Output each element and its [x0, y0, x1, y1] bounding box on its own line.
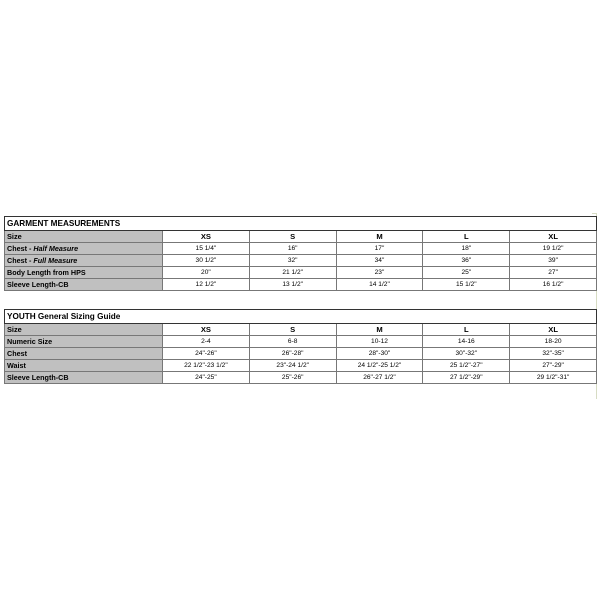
row-label-emphasis: Full Measure	[33, 256, 78, 265]
garment-row-body-length	[5, 267, 597, 279]
youth-row-waist	[5, 360, 597, 372]
table-cell: 20"	[163, 267, 250, 279]
row-label	[5, 255, 163, 267]
row-label: Sleeve Length-CB	[5, 372, 163, 384]
row-label	[5, 279, 163, 291]
garment-row-chest-half	[5, 243, 597, 255]
table-cell: 27"	[510, 267, 597, 279]
table-cell: 23"	[336, 267, 423, 279]
table-cell: 16"	[249, 243, 336, 255]
table-cell: 26"-28"	[249, 348, 336, 360]
table-cell: 15 1/4"	[163, 243, 250, 255]
table-cell: 10-12	[336, 336, 423, 348]
youth-size-m: M	[336, 324, 423, 336]
garment-row-chest-full	[5, 255, 597, 267]
youth-row-numeric-size	[5, 336, 597, 348]
table-cell: 14 1/2"	[336, 279, 423, 291]
table-cell: 30 1/2"	[163, 255, 250, 267]
table-cell: 18"	[423, 243, 510, 255]
table-cell: 21 1/2"	[249, 267, 336, 279]
youth-sizing-table	[4, 309, 597, 384]
youth-row-sleeve-length	[5, 372, 597, 384]
youth-size-label: Size	[5, 324, 163, 336]
garment-size-xs: XS	[163, 231, 250, 243]
youth-row-chest	[5, 348, 597, 360]
garment-row-sleeve-length	[5, 279, 597, 291]
table-cell: 24"-26"	[163, 348, 250, 360]
row-label-prefix: Chest -	[7, 244, 34, 253]
row-label-prefix: Sleeve Length-CB	[7, 280, 69, 289]
garment-size-xl: XL	[510, 231, 597, 243]
table-cell: 12 1/2"	[163, 279, 250, 291]
garment-size-m: M	[336, 231, 423, 243]
table-cell: 22 1/2"-23 1/2"	[163, 360, 250, 372]
garment-measurements-table	[4, 216, 597, 291]
table-cell: 28"-30"	[336, 348, 423, 360]
youth-table-title: YOUTH General Sizing Guide	[5, 310, 597, 324]
table-cell: 36"	[423, 255, 510, 267]
table-cell: 26"-27 1/2"	[336, 372, 423, 384]
table-cell: 27"-29"	[510, 360, 597, 372]
youth-size-xs: XS	[163, 324, 250, 336]
table-cell: 25"	[423, 267, 510, 279]
table-cell: 29 1/2"-31"	[510, 372, 597, 384]
youth-size-header-row	[5, 324, 597, 336]
table-cell: 16 1/2"	[510, 279, 597, 291]
garment-size-header-row	[5, 231, 597, 243]
table-cell: 25"-26"	[249, 372, 336, 384]
table-cell: 39"	[510, 255, 597, 267]
garment-size-s: S	[249, 231, 336, 243]
table-cell: 27 1/2"-29"	[423, 372, 510, 384]
table-cell: 13 1/2"	[249, 279, 336, 291]
row-label: Waist	[5, 360, 163, 372]
table-cell: 17"	[336, 243, 423, 255]
table-cell: 6-8	[249, 336, 336, 348]
table-cell: 25 1/2"-27"	[423, 360, 510, 372]
table-cell: 30"-32"	[423, 348, 510, 360]
table-cell: 34"	[336, 255, 423, 267]
row-label: Chest	[5, 348, 163, 360]
table-cell: 32"-35"	[510, 348, 597, 360]
table-cell: 2-4	[163, 336, 250, 348]
row-label	[5, 243, 163, 255]
table-cell: 24"-25"	[163, 372, 250, 384]
garment-size-l: L	[423, 231, 510, 243]
youth-size-s: S	[249, 324, 336, 336]
table-cell: 19 1/2"	[510, 243, 597, 255]
row-label: Numeric Size	[5, 336, 163, 348]
table-cell: 18-20	[510, 336, 597, 348]
youth-size-xl: XL	[510, 324, 597, 336]
table-cell: 32"	[249, 255, 336, 267]
table-cell: 14-16	[423, 336, 510, 348]
row-label-prefix: Chest -	[7, 256, 34, 265]
row-label	[5, 267, 163, 279]
table-cell: 24 1/2"-25 1/2"	[336, 360, 423, 372]
table-cell: 23"-24 1/2"	[249, 360, 336, 372]
youth-size-l: L	[423, 324, 510, 336]
garment-table-title: GARMENT MEASUREMENTS	[5, 217, 597, 231]
garment-size-label: Size	[5, 231, 163, 243]
row-label-emphasis: Half Measure	[33, 244, 79, 253]
row-label-prefix: Body Length from HPS	[7, 268, 86, 277]
table-cell: 15 1/2"	[423, 279, 510, 291]
